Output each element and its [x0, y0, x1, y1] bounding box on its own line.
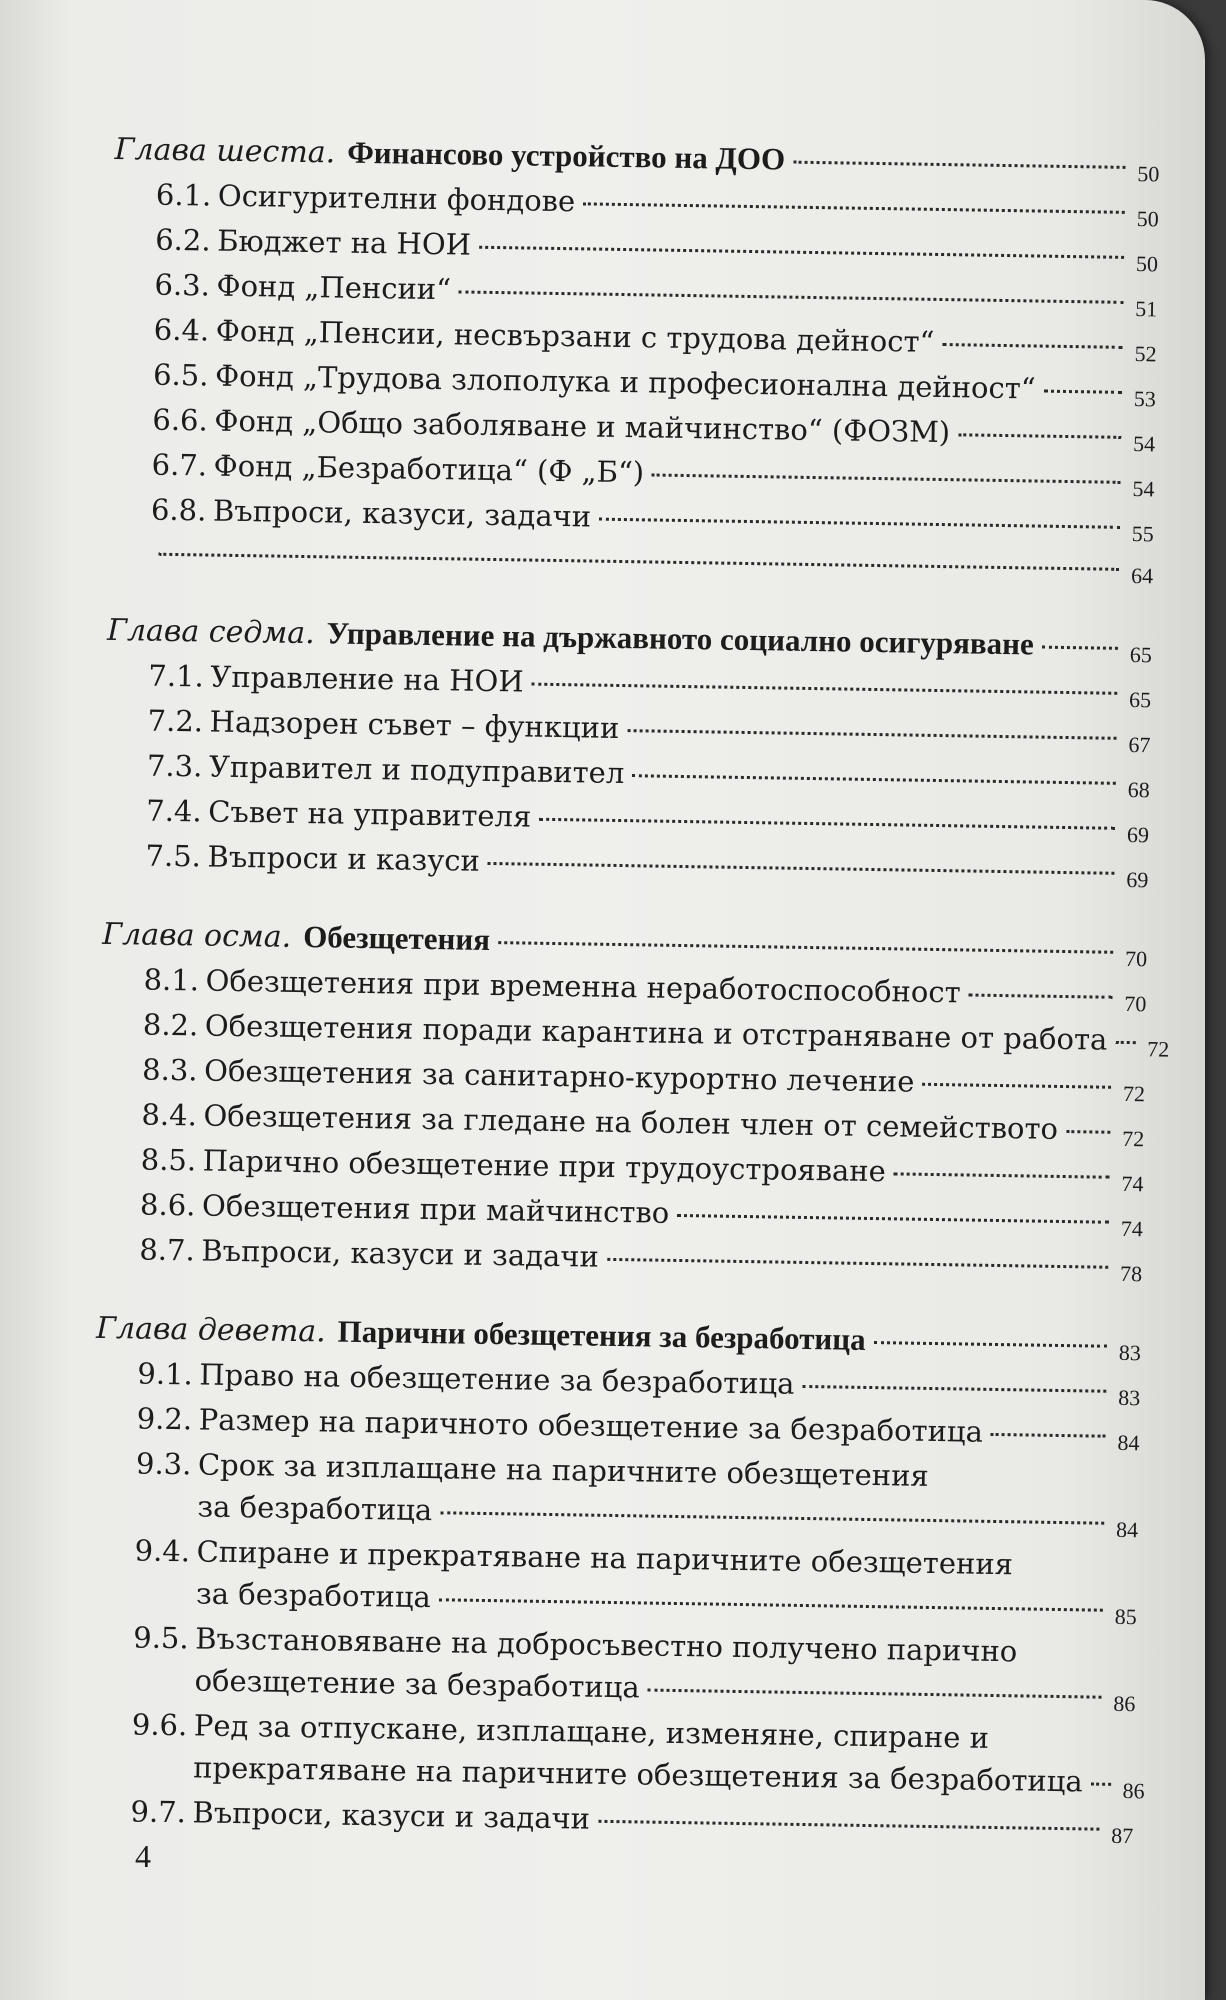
chapter-prefix: Глава седма.	[106, 612, 315, 652]
chapter-title: Управление на държавното социално осигуряване	[326, 615, 1035, 662]
page-ref: 54	[1132, 431, 1156, 457]
page-ref: 83	[1118, 1339, 1142, 1366]
chapter-9	[88, 1307, 1145, 1851]
section-number: 6.1.	[155, 177, 212, 213]
page-ref: 86	[1122, 1778, 1145, 1804]
leader-dots	[1042, 646, 1118, 650]
leader-dots	[1091, 1783, 1111, 1786]
leader-dots	[969, 994, 1113, 999]
section-label: Бюджет на НОИ	[216, 223, 472, 262]
leader-dots	[479, 246, 1124, 259]
page-ref: 69	[1126, 821, 1150, 848]
section-label: Въпроси, казуси и задачи	[201, 1233, 600, 1274]
page-ref: 87	[1111, 1822, 1134, 1849]
section-label-continuation: за безработица	[197, 1489, 433, 1528]
section-number: 9.5.	[133, 1620, 189, 1656]
indent-spacer	[131, 1776, 193, 1777]
page-ref: 67	[1128, 731, 1151, 758]
leader-dots	[439, 1598, 1103, 1611]
section-label: Надзорен съвет – функции	[209, 704, 620, 745]
section-label: Възстановяване на добросъвестно получено парично	[195, 1621, 1018, 1669]
section-number: 6.6.	[152, 402, 209, 438]
leader-dots	[498, 941, 1113, 954]
section-number: 7.1.	[148, 658, 205, 694]
section-label: Обезщетения поради карантина и отстраняване от работа	[204, 1008, 1108, 1057]
section-label-continuation: обезщетение за безработица	[194, 1663, 640, 1705]
leader-dots	[598, 1820, 1099, 1831]
section-number: 6.5.	[152, 357, 209, 393]
chapter-8	[97, 913, 1170, 1289]
chapter-7	[103, 609, 1152, 895]
leader-dots	[802, 1385, 1106, 1393]
leader-dots	[599, 518, 1120, 529]
page-ref: 68	[1127, 776, 1150, 803]
leader-dots	[583, 202, 1125, 214]
leader-dots	[652, 473, 1121, 483]
section-label: Срок за изплащане на паричните обезщетения	[197, 1447, 930, 1493]
section-number: 9.6.	[131, 1707, 188, 1743]
leader-dots	[677, 1214, 1109, 1224]
leader-dots	[440, 1511, 1104, 1524]
section-label: Обезщетения за гледане на болен член от семейството	[203, 1098, 1059, 1146]
section-label: Спиране и прекратяване на паричните обезщетения	[196, 1534, 1014, 1582]
page-ref: 72	[1146, 1036, 1170, 1062]
section-number: 8.4.	[141, 1097, 198, 1133]
leader-dots	[632, 774, 1116, 785]
section-label: Въпроси, казуси, задачи	[212, 493, 592, 534]
page-ref: 52	[1134, 341, 1157, 367]
section-number: 9.7.	[130, 1794, 187, 1830]
page-ref: 70	[1124, 990, 1147, 1017]
leader-dots	[1115, 1041, 1135, 1044]
section-label: Управител и подуправител	[208, 749, 625, 791]
page-ref: 83	[1117, 1384, 1141, 1411]
section-number: 8.7.	[139, 1232, 195, 1268]
section-label: Обезщетения за санитарно-курортно лечение	[203, 1053, 915, 1099]
section-number: 9.2.	[136, 1401, 193, 1437]
section-label: Право на обезщетение за безработица	[199, 1357, 795, 1401]
page-number: 4	[135, 1838, 151, 1874]
chapter-title: Парични обезщетения за безработица	[337, 1313, 866, 1357]
leader-dots	[894, 1172, 1110, 1178]
page-ref: 51	[1135, 296, 1158, 322]
section-label-continuation: за безработица	[195, 1576, 432, 1615]
page-ref: 53	[1133, 386, 1157, 412]
leader-dots	[488, 862, 1115, 875]
section-number: 9.3.	[135, 1446, 192, 1482]
section-label: Въпроси и казуси	[207, 839, 481, 878]
leader-dots	[607, 1258, 1108, 1269]
chapter-prefix: Глава девета.	[95, 1310, 326, 1350]
section-number: 7.3.	[146, 748, 203, 784]
page-ref: 74	[1120, 1215, 1144, 1242]
leader-dots	[648, 1689, 1102, 1699]
page-ref: 72	[1122, 1080, 1146, 1107]
section-label: Обезщетения при майчинство	[201, 1188, 670, 1230]
page-ref: 55	[1131, 521, 1154, 547]
section-label: Фонд „Трудова злополука и професионална дейност“	[214, 358, 1036, 406]
chapter-title: Обезщетения	[302, 919, 491, 957]
page-ref: 50	[1136, 206, 1159, 232]
page-ref: 72	[1122, 1125, 1145, 1152]
section-label: Управление на НОИ	[210, 659, 524, 699]
section-number: 7.4.	[146, 793, 202, 829]
section-number: 7.2.	[147, 703, 204, 739]
page-ref: 69	[1126, 866, 1149, 893]
section-label: Фонд „Общо заболяване и майчинство“ (ФОЗМ)	[214, 403, 951, 450]
leader-dots	[532, 683, 1118, 695]
page-ref: 86	[1113, 1690, 1136, 1717]
leader-dots	[874, 1341, 1107, 1348]
page-ref: 64	[1130, 563, 1154, 589]
section-number: 6.2.	[154, 222, 211, 258]
page-ref: 50	[1135, 251, 1159, 277]
page-ref: 84	[1115, 1516, 1139, 1543]
section-number: 8.6.	[139, 1187, 196, 1223]
chapter-prefix: Глава осма.	[102, 916, 292, 955]
section-label: Ред за отпускане, изплащане, изменяне, спиране и	[193, 1708, 990, 1755]
section-number: 8.1.	[143, 962, 200, 998]
leader-dots	[627, 729, 1116, 740]
section-label: Фонд „Безработица“ (Ф „Б“)	[213, 448, 645, 490]
leader-dots	[158, 553, 1119, 571]
page-ref: 78	[1119, 1260, 1143, 1287]
section-number: 8.5.	[140, 1142, 197, 1178]
page-ref: 65	[1128, 687, 1152, 713]
leader-dots	[1066, 1130, 1110, 1134]
leader-dots	[922, 1083, 1111, 1089]
page-ref: 85	[1114, 1603, 1137, 1630]
leader-dots	[539, 818, 1115, 830]
leader-dots	[942, 343, 1122, 349]
chapter-prefix: Глава шеста.	[114, 131, 336, 171]
section-label-continuation: прекратяване на паричните обезщетения за безработица	[192, 1750, 1083, 1799]
section-label: Въпроси, казуси и задачи	[192, 1795, 591, 1836]
page-ref: 54	[1132, 476, 1155, 502]
section-label: Обезщетения при временна неработоспособност	[205, 963, 961, 1010]
section-label: Парично обезщетение при трудоустрояване	[202, 1143, 887, 1189]
section-number: 6.4.	[153, 312, 210, 348]
section-label: Съвет на управителя	[208, 794, 532, 834]
table-of-contents	[88, 128, 1170, 1885]
indent-spacer	[135, 1515, 197, 1516]
leader-dots	[1044, 390, 1122, 394]
chapter-title: Финансово устройство на ДОО	[346, 134, 786, 177]
indent-spacer	[134, 1602, 196, 1603]
leader-dots	[459, 290, 1123, 303]
leader-dots	[958, 433, 1121, 439]
section-label: Фонд „Пенсии“	[216, 268, 452, 307]
chapter-6	[108, 128, 1160, 591]
page-ref: 84	[1117, 1429, 1140, 1456]
section-label: Фонд „Пенсии, несвързани с трудова дейност“	[215, 313, 935, 359]
leader-dots	[793, 161, 1126, 169]
leader-dots	[991, 1433, 1106, 1438]
page-ref: 74	[1121, 1170, 1144, 1197]
section-number: 9.4.	[134, 1533, 191, 1569]
section-number: 8.2.	[142, 1007, 199, 1043]
section-number: 6.8.	[150, 492, 207, 528]
page-ref: 70	[1124, 945, 1148, 972]
page-ref: 50	[1137, 161, 1160, 187]
section-label: Осигурителни фондове	[217, 178, 576, 219]
section-number: 7.5.	[145, 838, 202, 874]
section-number: 9.1.	[137, 1356, 194, 1392]
section-number: 6.3.	[154, 267, 211, 303]
section-number: 8.3.	[141, 1052, 198, 1088]
page-ref: 65	[1129, 642, 1153, 668]
section-label: Размер на паричното обезщетение за безработица	[198, 1402, 984, 1449]
indent-spacer	[132, 1689, 194, 1690]
section-number: 6.7.	[151, 447, 208, 483]
